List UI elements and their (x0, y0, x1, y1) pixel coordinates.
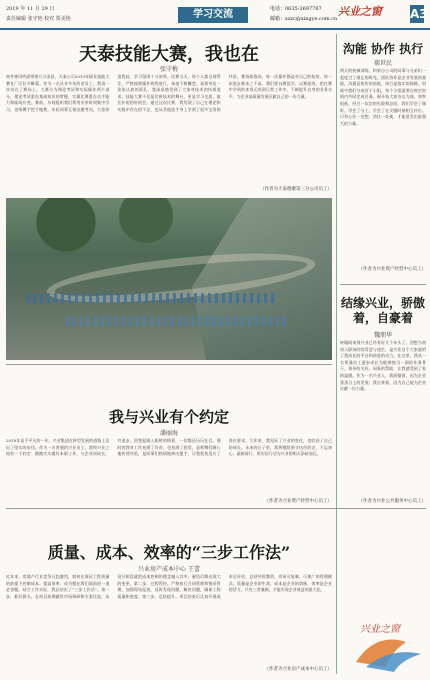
article5-body: 近年来，房地产行业竞争日趋激烈，如何在保证工程质量的前提下控制成本、提高效率，成为摆在我们面前的一道必答题。结合工作实际，我总结出了“三步工作法”。第一步，抓好源头。在项目前期做好市场调研和方案比选，从设计阶段就把成本控制的理念融入其中，避免后期出现大的变更。第二步，过程管控。严格执行合同管理和签证管理，加强现场巡查，及时发现问题、解决问题，确保工程质量和进度。第三步，总结提升。项目结束后认真开展成本后评估，总结经验教训，形成可复制、可推广的管理模式。质量是企业的生命，成本是企业的命脉，效率是企业的活力。只有三者兼顾，才能实现企业效益的最大化。 (6, 574, 332, 599)
article2-body: 两天的机械训练，和来自公司的同事与兄弟们一起度过了难忘的时光。团队协作是企业发展的基础，沟通是协作的前提，执行是落实的保障。训练中我们分成若干小组，每个小组需要在规定时间内共同完成任务。刚开始大家各自为战，效率很低，经过一次次的失败和总结，我们学会了倾听，学会了分工，学会了在关键时刻相互补位。只有心往一处想，劲往一处使，才能迸发出最强大的力量。 (340, 68, 426, 126)
article4-signature: （作者为兴业资产经营中心员工） (264, 499, 332, 504)
article3-author: 魏朋华 (373, 332, 392, 339)
hiking-photo (6, 198, 332, 360)
article5-signature: （作者为兴业房产成本中心员工） (264, 667, 332, 672)
editor-credit: 责任编辑 张守艳 校对 贾美艳 (6, 16, 71, 22)
article2-signature: （作者为兴业资产经营中心员工） (358, 267, 426, 272)
section-divider (6, 364, 332, 365)
article1-title: 天泰技能大赛，我也在 (79, 44, 259, 65)
masthead (0, 0, 430, 30)
article2-author: 郝世民 (373, 60, 392, 67)
decorative-logo (346, 612, 426, 674)
article1-body: 初冬寒风吹面带着几分凉意，天泰公司2019年职业技能大赛在厂区拉开帷幕。作为一名从业多年的老员工，我再一次站在了赛场上。大赛分为理论考试和实际操作两个部分，理论考试重在基础知识的掌握，实操比赛重在动手能力和临场应变。赛前，车间组织我们利用业余时间集中学习，老师傅手把手地教，年轻同事互相出题考问，大家你追我赶，学习氛围十分浓厚。比赛当天，每个人都全神贯注，严格按照操作规程进行，丝毫不敢懈怠。看着身边一张张认真的面孔，我深深感受到了大家对技术的执着追求。技能大赛不仅是比拼技术的舞台，更是学习交流、取长补短的好机会。通过这次比赛，我发现了自己在理论和实践中存在的不足，也从其他选手身上学到了很多宝贵的经验。赛场如战场，每一次操作都是对自己的检验，每一次进步都来之不易。我们要以赛促学、以赛促练，把比赛中学到的本领运用到日常工作中，不断提升自身的业务水平，为企业高质量发展贡献自己的一份力量。 (6, 74, 332, 112)
article5-title: 质量、成本、效率的“三步工作法” (47, 543, 291, 562)
article3-body: 转眼间来到兴业已经有好几个年头了。回想当初初入职场时的青涩与迷茫，是兴业这个大家庭给了我成长的平台和前进的动力。在这里，我从一名普通员工逐步成长为能够独当一面的业务骨干，领导的关怀、同事的帮助，让我感受到了家的温暖。作为一名兴业人，我骄傲着，因为企业蒸蒸日上的发展；我自豪着，因为自己能为企业贡献一份力量。 (340, 340, 426, 392)
article4-title: 我与兴业有个约定 (108, 408, 229, 426)
contact-email: 邮箱：xzzc@xingye.com.cn (270, 16, 338, 22)
svg-text:兴业之窗: 兴业之窗 (360, 624, 400, 635)
section-divider (6, 508, 426, 509)
column-divider (336, 34, 337, 674)
article2-title: 沟能 协作 执行 (342, 42, 424, 56)
issue-date: 2019 年 11 月 29 日 (6, 6, 55, 12)
section-title: 学习交流 (178, 7, 248, 23)
page-number: A3 (410, 7, 428, 21)
contact-phone: 电话：0635-3697787 (270, 6, 322, 12)
article1-author: 张守梅 (159, 66, 178, 73)
article4-body: 2019年是不平凡的一年，兴业集团在转型发展的道路上迈出了坚实的步伐。作为一名普通的兴业员工，我和兴业之间有一个约定：踏踏实实做好本职工作，与企业同成长、共进步。回想起刚入职时的情景，一切都还历历在目。那时的我对工作充满了好奇，也充满了担忧，是师傅们耐心地传授经验，是同事们热情地伸出援手，让我很快适应了岗位要求。几年来，我见证了兴业的变化，也收获了自己的成长。未来的日子里，我将继续坚守这份约定，不忘初心，砥砺前行，用实际行动为兴业的明天添砖加瓦。 (6, 438, 332, 457)
article3-title: 结缘兴业，骄傲着，自豪着 (340, 296, 425, 325)
newspaper-logo: 兴业之窗 (338, 5, 382, 18)
article4-author: 潘丽海 (159, 430, 178, 437)
article1-signature: （作者为天泰德聚第三分公司员工） (260, 187, 332, 192)
article5-author: 兴业房产成本中心 王蕾 (138, 566, 200, 573)
section-divider (340, 284, 426, 285)
article3-signature: （作者为兴业公共服务中心员工） (358, 499, 426, 504)
